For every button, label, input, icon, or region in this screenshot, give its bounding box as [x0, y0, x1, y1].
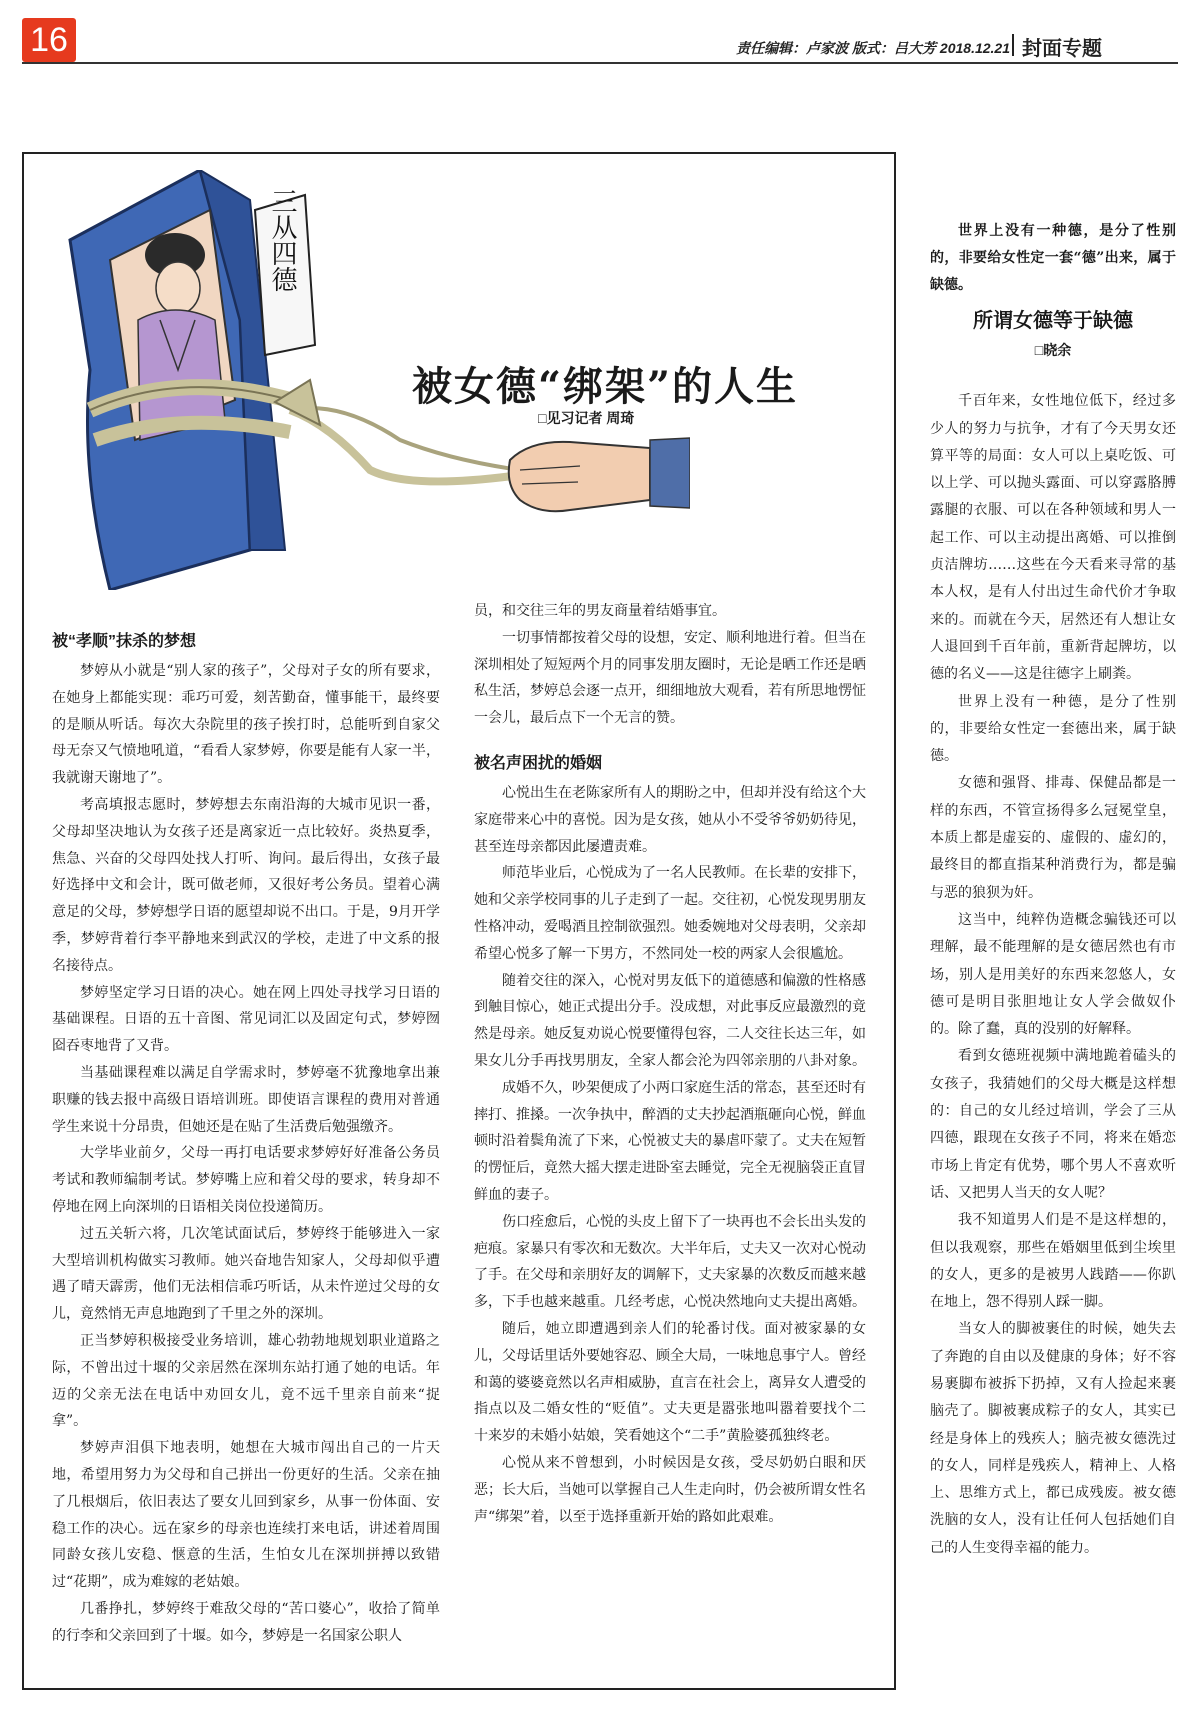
paragraph: 梦婷坚定学习日语的决心。她在网上四处寻找学习日语的基础课程。日语的五十音图、常见词汇以及固定句式，梦婷囫囵吞枣地背了又背。	[52, 984, 440, 1055]
sidebar-paragraph: 当女人的脚被裹住的时候，她失去了奔跑的自由以及健康的身体；好不容易裹脚布被拆下扔掉，又有人捡起来裹脑壳了。脚被裹成粽子的女人，其实已经是身体上的残疾人；脑壳被女德洗过的女人，同样是残疾人，精神上、人格上、思维方式上，都已成残废。被女德洗脑的女人，没有让任何人包括她们自己的人生变得幸福的能力。	[930, 1321, 1176, 1556]
article-column-2	[474, 598, 866, 1530]
section-title: 封面专题	[1022, 38, 1102, 60]
header-meta: 责任编辑：卢家波 版式：吕大芳 2018.12.21	[736, 40, 1010, 56]
page-number: 16	[22, 18, 76, 62]
section-heading: 被名声困扰的婚姻	[474, 754, 603, 772]
paragraph: 随后，她立即遭遇到亲人们的轮番讨伐。面对被家暴的女儿，父母话里话外要她容忍、顾全大局，一味地息事宁人。曾经和蔼的婆婆竟然以名声相威胁，直言在社会上，离异女人遭受的指点以及二婚女性的“贬值”。丈夫更是嚣张地叫嚣着要找个二十来岁的未婚小姑娘，笑看她这个“二手”黄脸婆孤独终老。	[474, 1320, 866, 1445]
paragraph: 几番挣扎，梦婷终于难敌父母的“苦口婆心”，收拾了简单的行李和父亲回到了十堰。如今，梦婷是一名国家公职人	[52, 1600, 440, 1644]
section-heading: 被“孝顺”抹杀的梦想	[52, 633, 197, 650]
sidebar-title: 所谓女德等于缺德	[973, 308, 1133, 332]
article-column-1	[52, 622, 440, 1649]
header-rule	[22, 62, 1178, 64]
sidebar-paragraph: 千百年来，女性地位低下，经过多少人的努力与抗争，才有了今天男女还算平等的局面：女人可以上桌吃饭、可以上学、可以抛头露面、可以穿露胳膊露腿的衣服、可以在各种领域和男人一起工作、可以主动提出离婚、可以推倒贞洁牌坊……这些在今天看来寻常的基本人权，是有人付出过生命代价才争取来的。而就在今天，居然还有人想让女人退回到千百年前，重新背起牌坊，以德的名义——这是往德字上刷粪。	[930, 393, 1176, 683]
sidebar-paragraph: 看到女德班视频中满地跪着磕头的女孩子，我猜她们的父母大概是这样想的：自己的女儿经过培训，学会了三从四德，跟现在女孩子不同，将来在婚恋市场上肯定有优势，哪个男人不喜欢听话、又把男人当天的女人呢？	[930, 1048, 1176, 1201]
paragraph: 心悦出生在老陈家所有人的期盼之中，但却并没有给这个大家庭带来心中的喜悦。因为是女孩，她从小不受爷爷奶奶待见，甚至连母亲都因此屡遭责难。	[474, 784, 866, 855]
sidebar-author: □晓余	[1034, 342, 1072, 358]
paragraph: 梦婷声泪俱下地表明，她想在大城市闯出自己的一片天地，希望用努力为父母和自己拼出一份更好的生活。父亲在抽了几根烟后，依旧表达了要女儿回到家乡，从事一份体面、安稳工作的决心。远在家乡的母亲也连续打来电话，讲述着周围同龄女孩儿安稳、惬意的生活，生怕女儿在深圳拼搏以致错过“花期”，成为难嫁的老姑娘。	[52, 1440, 440, 1591]
paragraph: 正当梦婷积极接受业务培训，雄心勃勃地规划职业道路之际，不曾出过十堰的父亲居然在深圳东站打通了她的电话。年迈的父亲无法在电话中劝回女儿，竟不远千里亲自前来“捉拿”。	[52, 1332, 440, 1430]
header-separator	[1012, 34, 1014, 56]
sidebar-column	[930, 218, 1176, 1562]
paragraph: 随着交往的深入，心悦对男友低下的道德感和偏激的性格感到触目惊心，她正式提出分手。没成想，对此事反应最激烈的竟然是母亲。她反复劝说心悦要懂得包容，二人交往长达三年，如果女儿分手再找男朋友，全家人都会沦为四邻亲朋的八卦对象。	[474, 972, 866, 1069]
sidebar-lead: 世界上没有一种德，是分了性别的，非要给女性定一套“德”出来，属于缺德。	[930, 223, 1176, 293]
paragraph: 员，和交往三年的男友商量着结婚事宜。	[474, 603, 726, 619]
paragraph: 当基础课程难以满足自学需求时，梦婷毫不犹豫地拿出兼职赚的钱去报中高级日语培训班。即使语言课程的费用对普通学生来说十分昂贵，但她还是在贴了生活费后勉强缴齐。	[52, 1064, 440, 1135]
paragraph: 一切事情都按着父母的设想，安定、顺利地进行着。但当在深圳相处了短短两个月的同事发朋友圈时，无论是晒工作还是晒私生活，梦婷总会逐一点开，细细地放大观看，若有所思地愣怔一会儿，最后点下一个无言的赞。	[474, 629, 866, 727]
sidebar-paragraph: 女德和强肾、排毒、保健品都是一样的东西，不管宣扬得多么冠冕堂皇，本质上都是虚妄的、虚假的、虚幻的，最终目的都直指某种消费行为，都是骗与恶的狼狈为奸。	[930, 775, 1176, 901]
paragraph: 考高填报志愿时，梦婷想去东南沿海的大城市见识一番，父母却坚决地认为女孩子还是离家近一点比较好。炎热夏季，焦急、兴奋的父母四处找人打听、询问。最后得出，女孩子最好选择中文和会计，既可做老师，又很好考公务员。望着心满意足的父母，梦婷想学日语的愿望却说不出口。于是，9月开学季，梦婷背着行李平静地来到武汉的学校，走进了中文系的报名接待点。	[52, 796, 440, 974]
article-byline: □见习记者 周琦	[538, 410, 635, 426]
paragraph: 成婚不久，吵架便成了小两口家庭生活的常态，甚至还时有摔打、推搡。一次争执中，醉酒的丈夫抄起酒瓶砸向心悦，鲜血顿时沿着鬓角流了下来，心悦被丈夫的暴虐吓蒙了。丈夫在短暂的愣怔后，竟然大摇大摆走进卧室去睡觉，完全无视脑袋正直冒鲜血的妻子。	[474, 1079, 866, 1203]
paragraph: 大学毕业前夕，父母一再打电话要求梦婷好好准备公务员考试和教师编制考试。梦婷嘴上应和着父母的要求，转身却不停地在网上向深圳的日语相关岗位投递简历。	[52, 1145, 440, 1215]
sidebar-paragraph: 这当中，纯粹伪造概念骗钱还可以理解，最不能理解的是女德居然也有市场，别人是用美好的东西来忽悠人，女德可是明目张胆地让女人学会做奴仆的。除了蠢，真的没别的好解释。	[930, 911, 1176, 1038]
book-title-vertical: 三从四德	[267, 188, 297, 292]
article-headline: 被女德“绑架”的人生	[412, 363, 799, 410]
paragraph: 梦婷从小就是“别人家的孩子”，父母对子女的所有要求，在她身上都能实现：乖巧可爱，刻苦勤奋，懂事能干，最终要的是顺从听话。每次大杂院里的孩子挨打时，总能听到自家父母无奈又气愤地吼道，“看看人家梦婷，你要是能有人家一半，我就谢天谢地了”。	[52, 663, 440, 787]
paragraph: 心悦从来不曾想到，小时候因是女孩，受尽奶奶白眼和厌恶；长大后，当她可以掌握自己人生走向时，仍会被所谓女性名声“绑架”着，以至于选择重新开始的路如此艰难。	[474, 1454, 866, 1525]
sidebar-paragraph: 世界上没有一种德，是分了性别的，非要给女性定一套德出来，属于缺德。	[930, 693, 1176, 765]
sidebar-paragraph: 我不知道男人们是不是这样想的，但以我观察，那些在婚姻里低到尘埃里的女人，更多的是被男人践踏——你趴在地上，怨不得别人踩一脚。	[930, 1212, 1176, 1311]
paragraph: 伤口痊愈后，心悦的头皮上留下了一块再也不会长出头发的疤痕。家暴只有零次和无数次。大半年后，丈夫又一次对心悦动了手。在父母和亲朋好友的调解下，丈夫家暴的次数反而越来越多，下手也越来越重。几经考虑，心悦决然地向丈夫提出离婚。	[474, 1213, 866, 1311]
paragraph: 过五关斩六将，几次笔试面试后，梦婷终于能够进入一家大型培训机构做实习教师。她兴奋地告知家人，父母却似乎遭遇了晴天霹雳，他们无法相信乖巧听话，从未忤逆过父母的女儿，竟然悄无声息地跑到了千里之外的深圳。	[52, 1225, 440, 1323]
paragraph: 师范毕业后，心悦成为了一名人民教师。在长辈的安排下，她和父亲学校同事的儿子走到了一起。交往初，心悦发现男朋友性格冲动，爱喝酒且控制欲强烈。她委婉地对父母表明，父亲却希望心悦多了解一下男方，不然同处一校的两家人会很尴尬。	[474, 865, 866, 962]
